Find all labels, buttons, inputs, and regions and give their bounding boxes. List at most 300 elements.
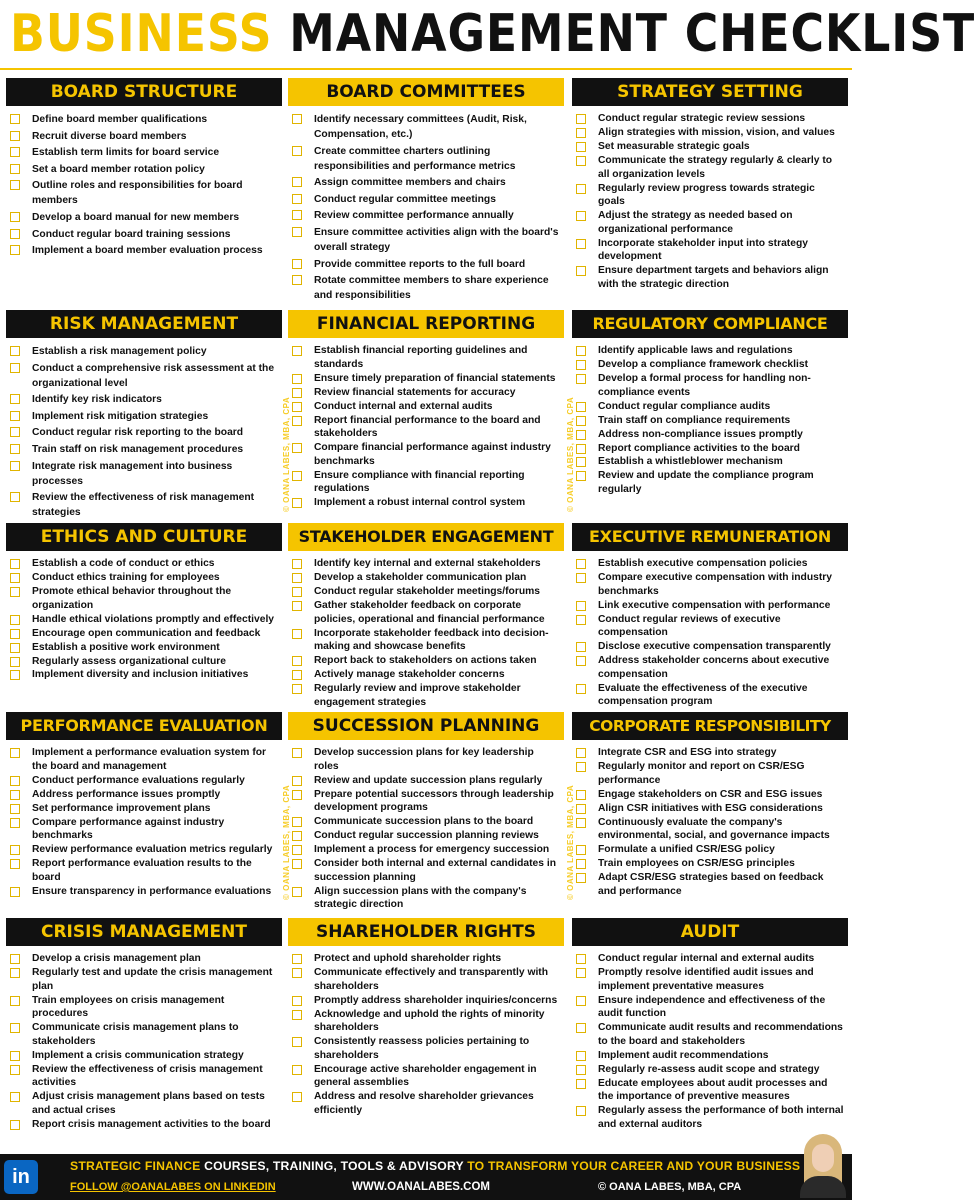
checkbox[interactable] — [10, 1092, 20, 1102]
checklist-item — [10, 1118, 278, 1132]
checkbox[interactable] — [292, 831, 302, 841]
checkbox[interactable] — [292, 416, 302, 426]
checklist-item — [10, 788, 278, 802]
checkbox[interactable] — [292, 968, 302, 978]
checkbox[interactable] — [576, 615, 586, 625]
checklist-item — [576, 1077, 844, 1104]
checklist-item — [10, 641, 278, 655]
checklist — [288, 551, 564, 709]
checklist-item-label: Conduct internal and external audits — [314, 400, 493, 412]
checklist-item-label: Communicate effectively and transparently with shareholders — [314, 966, 549, 992]
checklist — [6, 740, 282, 898]
checklist-item-label: Conduct regular compliance audits — [598, 400, 771, 412]
checklist-item-label: Align succession plans with the company's strategic direction — [314, 885, 527, 911]
title-part-1: BUSINESS — [10, 4, 273, 64]
checklist-item — [10, 627, 278, 641]
checklist-item — [576, 599, 844, 613]
checkbox[interactable] — [10, 818, 20, 828]
checklist-item — [292, 386, 560, 400]
checkbox[interactable] — [292, 346, 302, 356]
section-board-structure — [6, 78, 282, 260]
section-header: FINANCIAL REPORTING — [288, 310, 564, 338]
checklist-item-label: Adjust the strategy as needed based on organizational performance — [598, 210, 793, 235]
checkbox[interactable] — [10, 790, 20, 800]
checklist-item — [10, 655, 278, 669]
checklist-item-label: Establish a positive work environment — [32, 641, 220, 653]
checklist-item — [576, 788, 844, 802]
section-regulatory-compliance — [572, 310, 848, 497]
checkbox[interactable] — [576, 360, 586, 370]
checkbox[interactable] — [576, 1106, 586, 1116]
checklist-item-label: Develop a compliance framework checklist — [598, 358, 809, 370]
checkbox[interactable] — [292, 845, 302, 855]
checklist — [288, 338, 564, 510]
checkbox[interactable] — [10, 114, 20, 124]
checkbox[interactable] — [292, 374, 302, 384]
checklist-item — [292, 175, 560, 190]
checklist-item-label: Encourage open communication and feedback — [32, 627, 261, 639]
section-crisis-management — [6, 918, 282, 1132]
checkbox[interactable] — [10, 968, 20, 978]
website-link[interactable]: WWW.OANALABES.COM — [352, 1181, 490, 1193]
checkbox[interactable] — [576, 656, 586, 666]
checkbox[interactable] — [10, 887, 20, 897]
checklist-item-label: Communicate audit results and recommendations to the board and stakeholders — [598, 1022, 843, 1047]
checklist — [6, 946, 282, 1131]
checkbox[interactable] — [10, 615, 20, 625]
checklist-item — [576, 746, 844, 760]
checklist-item — [576, 414, 844, 428]
watermark: © OANA LABES, MBA, CPA — [566, 784, 575, 900]
checkbox[interactable] — [292, 996, 302, 1006]
checkbox[interactable] — [576, 559, 586, 569]
section-header: CORPORATE RESPONSIBILITY — [572, 712, 848, 740]
checkbox[interactable] — [292, 443, 302, 453]
checkbox[interactable] — [10, 670, 20, 680]
checklist-item-label: Communicate the strategy regularly & clearly to all organization levels — [598, 154, 833, 180]
checkbox[interactable] — [576, 1051, 586, 1061]
checkbox[interactable] — [576, 790, 586, 800]
checkbox[interactable] — [576, 968, 586, 978]
checkbox[interactable] — [10, 587, 20, 597]
checklist-item-label: Establish a whistleblower mechanism — [598, 456, 783, 468]
checkbox[interactable] — [292, 1092, 302, 1102]
checklist-item-label: Rotate committee members to share experience and responsibilities — [314, 275, 549, 302]
checkbox[interactable] — [10, 1023, 20, 1033]
checklist-item — [10, 459, 278, 489]
checkbox[interactable] — [576, 211, 586, 221]
section-board-committees — [288, 78, 564, 305]
footer-tagline — [70, 1159, 801, 1173]
checklist-item — [292, 952, 560, 966]
checklist-item — [292, 815, 560, 829]
checklist-item-label: Identify applicable laws and regulations — [598, 345, 793, 356]
checkbox[interactable] — [292, 629, 302, 639]
checkbox[interactable] — [576, 239, 586, 249]
checklist-item-label: Review committee performance annually — [314, 210, 514, 222]
checkbox[interactable] — [292, 748, 302, 758]
checklist-item — [292, 829, 560, 843]
checklist-item-label: Educate employees about audit processes and the importance of preventive measures — [598, 1077, 828, 1103]
checklist-item — [10, 344, 278, 359]
checkbox[interactable] — [292, 656, 302, 666]
checklist-item-label: Set performance improvement plans — [32, 802, 211, 814]
checkbox[interactable] — [292, 177, 302, 187]
section-header: CRISIS MANAGEMENT — [6, 918, 282, 946]
checklist-item — [292, 1063, 560, 1090]
checkbox[interactable] — [576, 142, 586, 152]
checklist-item — [292, 372, 560, 386]
checkbox[interactable] — [576, 873, 586, 883]
checklist-item — [10, 816, 278, 843]
checkbox[interactable] — [576, 762, 586, 772]
checklist-item — [10, 1090, 278, 1117]
checklist-item-label: Conduct performance evaluations regularly — [32, 774, 245, 786]
checklist-item — [292, 843, 560, 857]
checkbox[interactable] — [576, 818, 586, 828]
checklist — [288, 740, 564, 912]
checkbox[interactable] — [576, 444, 586, 454]
checkbox[interactable] — [10, 180, 20, 190]
checkbox[interactable] — [292, 559, 302, 569]
checkbox[interactable] — [576, 748, 586, 758]
checklist-item — [10, 843, 278, 857]
checkbox[interactable] — [576, 471, 586, 481]
checklist-item-label: Report compliance activities to the board — [598, 442, 800, 454]
checklist-item — [576, 237, 844, 264]
checklist-item — [292, 557, 560, 571]
checklist-item-label: Establish a risk management policy — [32, 346, 207, 357]
checklist-item — [292, 208, 560, 223]
checklist — [572, 106, 848, 291]
checklist-item — [576, 952, 844, 966]
section-corporate-responsibility — [572, 712, 848, 899]
checklist-item-label: Conduct regular committee meetings — [314, 193, 496, 205]
checkbox[interactable] — [292, 684, 302, 694]
checkbox[interactable] — [292, 402, 302, 412]
checklist-item-label: Report financial performance to the board and stakeholders — [314, 414, 541, 440]
checklist-item-label: Incorporate stakeholder input into strategy development — [598, 237, 808, 263]
checklist-item — [576, 1104, 844, 1131]
checklist-item — [10, 613, 278, 627]
checkbox[interactable] — [576, 601, 586, 611]
checkbox[interactable] — [292, 1037, 302, 1047]
checklist-item — [10, 571, 278, 585]
checklist-item — [10, 361, 278, 391]
checkbox[interactable] — [10, 1120, 20, 1130]
checkbox[interactable] — [576, 128, 586, 138]
checklist-item — [292, 441, 560, 468]
checklist-item-label: Develop a board manual for new members — [32, 211, 240, 223]
checkbox[interactable] — [10, 996, 20, 1006]
checkbox[interactable] — [10, 164, 20, 174]
checklist-item — [576, 154, 844, 181]
checkbox[interactable] — [292, 887, 302, 897]
checklist-item — [10, 857, 278, 884]
section-header: BOARD COMMITTEES — [288, 78, 564, 106]
checkbox[interactable] — [576, 156, 586, 166]
checklist-item-label: Promptly address shareholder inquiries/concerns — [314, 994, 558, 1006]
checkbox[interactable] — [292, 1065, 302, 1075]
checklist-item-label: Align CSR initiatives with ESG considerations — [598, 802, 823, 814]
checklist-item-label: Protect and uphold shareholder rights — [314, 953, 502, 964]
checkbox[interactable] — [292, 1010, 302, 1020]
checklist-item-label: Set a board member rotation policy — [32, 163, 205, 175]
checklist-item — [576, 816, 844, 843]
checkbox[interactable] — [576, 642, 586, 652]
checkbox[interactable] — [576, 430, 586, 440]
checklist-item-label: Continuously evaluate the company's environmental, social, and governance impacts — [598, 816, 830, 842]
checklist-item — [576, 112, 844, 126]
checkbox[interactable] — [576, 184, 586, 194]
checkbox[interactable] — [576, 804, 586, 814]
checkbox[interactable] — [292, 194, 302, 204]
checklist-item-label: Integrate CSR and ESG into strategy — [598, 747, 777, 758]
checklist-item — [292, 144, 560, 174]
checklist-item — [576, 802, 844, 816]
checklist-item — [576, 613, 844, 640]
checklist-item-label: Provide committee reports to the full board — [314, 258, 526, 270]
checkbox[interactable] — [292, 471, 302, 481]
checkbox[interactable] — [10, 147, 20, 157]
checkbox[interactable] — [576, 1079, 586, 1089]
checklist-item-label: Address performance issues promptly — [32, 788, 221, 800]
checkbox[interactable] — [10, 859, 20, 869]
checklist-item-label: Develop a crisis management plan — [32, 953, 201, 964]
checklist-item-label: Implement a performance evaluation system for the board and management — [32, 747, 267, 772]
checklist-item-label: Promptly resolve identified audit issues and implement preventative measures — [598, 966, 814, 992]
checklist-item-label: Assign committee members and chairs — [314, 177, 506, 189]
checkbox[interactable] — [292, 670, 302, 680]
section-risk-management — [6, 310, 282, 522]
checkbox[interactable] — [292, 498, 302, 508]
checklist-item-label: Conduct regular risk reporting to the board — [32, 427, 244, 439]
checklist-item-label: Link executive compensation with performance — [598, 599, 831, 611]
checklist-item — [10, 802, 278, 816]
checkbox[interactable] — [10, 804, 20, 814]
checklist-item — [10, 227, 278, 242]
checklist-item-label: Ensure committee activities align with the board's overall strategy — [314, 226, 559, 253]
checkbox[interactable] — [10, 776, 20, 786]
follow-linkedin-link[interactable]: FOLLOW @OANALABES ON LINKEDIN — [70, 1181, 276, 1193]
checklist-item-label: Train staff on compliance requirements — [598, 414, 791, 426]
checkbox[interactable] — [292, 817, 302, 827]
checklist-item — [576, 372, 844, 399]
checklist-item-label: Engage stakeholders on CSR and ESG issues — [598, 788, 823, 800]
section-performance-evaluation — [6, 712, 282, 899]
checklist-item-label: Prepare potential successors through leadership development programs — [314, 788, 554, 814]
checklist-item — [292, 654, 560, 668]
checklist — [6, 551, 282, 682]
checklist-item-label: Report back to stakeholders on actions taken — [314, 655, 537, 667]
checklist-item-label: Establish financial reporting guidelines and standards — [314, 345, 528, 370]
checkbox[interactable] — [576, 416, 586, 426]
checkbox[interactable] — [10, 427, 20, 437]
checkbox[interactable] — [10, 657, 20, 667]
checklist-item — [10, 952, 278, 966]
section-header: STRATEGY SETTING — [572, 78, 848, 106]
checklist-item-label: Conduct regular internal and external audits — [598, 953, 815, 964]
checkbox[interactable] — [576, 684, 586, 694]
checkbox[interactable] — [576, 346, 586, 356]
checklist-item-label: Implement a process for emergency succession — [314, 844, 550, 856]
checkbox[interactable] — [292, 776, 302, 786]
checkbox[interactable] — [10, 643, 20, 653]
checklist-item-label: Communicate succession plans to the board — [314, 816, 534, 828]
section-strategy-setting — [572, 78, 848, 292]
checklist-item-label: Review performance evaluation metrics regularly — [32, 844, 273, 856]
checklist-item-label: Address and resolve shareholder grievances efficiently — [314, 1091, 534, 1116]
checkbox[interactable] — [576, 457, 586, 467]
checkbox[interactable] — [10, 229, 20, 239]
checkbox[interactable] — [10, 245, 20, 255]
checklist-item-label: Implement a crisis communication strategy — [32, 1049, 244, 1061]
checkbox[interactable] — [576, 573, 586, 583]
checkbox[interactable] — [292, 587, 302, 597]
checkbox[interactable] — [576, 996, 586, 1006]
checkbox[interactable] — [576, 954, 586, 964]
checkbox[interactable] — [292, 790, 302, 800]
checklist-item — [10, 994, 278, 1021]
checkbox[interactable] — [292, 859, 302, 869]
checkbox[interactable] — [10, 845, 20, 855]
checklist — [6, 106, 282, 258]
checkbox[interactable] — [576, 374, 586, 384]
checklist-item — [292, 966, 560, 993]
checkbox[interactable] — [576, 1065, 586, 1075]
checklist-item-label: Compare performance against industry benchmarks — [32, 816, 225, 842]
checkbox[interactable] — [292, 146, 302, 156]
checkbox[interactable] — [10, 363, 20, 373]
checkbox[interactable] — [10, 346, 20, 356]
checklist-item — [292, 496, 560, 510]
checklist-item — [292, 273, 560, 303]
checkbox[interactable] — [10, 559, 20, 569]
checkbox[interactable] — [576, 859, 586, 869]
checklist-item-label: Communicate crisis management plans to stakeholders — [32, 1022, 239, 1047]
checklist-item-label: Review and update succession plans regularly — [314, 774, 543, 786]
checklist-item — [576, 760, 844, 787]
checkbox[interactable] — [292, 227, 302, 237]
checklist-item-label: Review and update the compliance program regularly — [598, 470, 814, 496]
checkbox[interactable] — [10, 444, 20, 454]
checklist-item — [10, 409, 278, 424]
checkbox[interactable] — [10, 411, 20, 421]
checklist-item-label: Train staff on risk management procedures — [32, 443, 244, 455]
checklist-item — [576, 966, 844, 993]
checklist-item-label: Ensure transparency in performance evaluations — [32, 885, 272, 897]
section-shareholder-rights — [288, 918, 564, 1118]
checklist-item-label: Ensure timely preparation of financial statements — [314, 372, 556, 384]
checkbox[interactable] — [292, 573, 302, 583]
checklist-item — [292, 857, 560, 884]
checklist-item-label: Implement risk mitigation strategies — [32, 410, 209, 422]
checkbox[interactable] — [576, 114, 586, 124]
checkbox[interactable] — [292, 259, 302, 269]
watermark: © OANA LABES, MBA, CPA — [282, 784, 291, 900]
checklist-item-label: Ensure independence and effectiveness of the audit function — [598, 994, 826, 1020]
checkbox[interactable] — [292, 601, 302, 611]
checklist — [572, 946, 848, 1131]
checklist-item — [576, 358, 844, 372]
footer — [0, 1154, 852, 1200]
checkbox[interactable] — [10, 394, 20, 404]
checklist-item — [292, 788, 560, 815]
checklist-item — [10, 129, 278, 144]
checklist — [572, 740, 848, 898]
checklist-item-label: Establish a code of conduct or ethics — [32, 558, 215, 569]
checkbox[interactable] — [10, 1065, 20, 1075]
checklist-item — [10, 1021, 278, 1048]
checkbox[interactable] — [10, 748, 20, 758]
checklist-item — [292, 1035, 560, 1062]
checklist-item — [292, 400, 560, 414]
checklist-item-label: Review financial statements for accuracy — [314, 386, 516, 398]
checklist-item-label: Conduct regular board training sessions — [32, 228, 231, 240]
checkbox[interactable] — [10, 212, 20, 222]
checkbox[interactable] — [10, 492, 20, 502]
checkbox[interactable] — [292, 210, 302, 220]
section-header: REGULATORY COMPLIANCE — [572, 310, 848, 338]
checklist-item-label: Regularly test and update the crisis management plan — [32, 966, 273, 992]
checklist-item-label: Consistently reassess policies pertaining to shareholders — [314, 1036, 530, 1061]
checkbox[interactable] — [10, 131, 20, 141]
checkbox[interactable] — [292, 954, 302, 964]
checkbox[interactable] — [10, 461, 20, 471]
checklist-item-label: Formulate a unified CSR/ESG policy — [598, 844, 775, 856]
author-avatar — [800, 1132, 846, 1196]
checkbox[interactable] — [576, 1023, 586, 1033]
checkbox[interactable] — [10, 1051, 20, 1061]
checkbox[interactable] — [10, 573, 20, 583]
checkbox[interactable] — [576, 402, 586, 412]
checkbox[interactable] — [576, 845, 586, 855]
linkedin-icon[interactable]: in — [4, 1160, 38, 1194]
checkbox[interactable] — [292, 275, 302, 285]
checklist-item-label: Train employees on crisis management procedures — [32, 994, 225, 1020]
checklist-item — [292, 599, 560, 626]
checklist-item — [292, 1090, 560, 1117]
checklist-item — [10, 885, 278, 899]
checklist-item-label: Train employees on CSR/ESG principles — [598, 858, 795, 870]
checklist-item-label: Regularly re-assess audit scope and strategy — [598, 1063, 820, 1075]
section-audit — [572, 918, 848, 1132]
checklist-item — [10, 557, 278, 571]
checklist-item-label: Regularly review progress towards strategic goals — [598, 182, 815, 208]
checklist — [6, 338, 282, 520]
title-bar — [0, 0, 975, 68]
checkbox[interactable] — [576, 266, 586, 276]
checklist-item — [576, 682, 844, 709]
checklist-item-label: Regularly review and improve stakeholder engagement strategies — [314, 683, 521, 708]
watermark: © OANA LABES, MBA, CPA — [282, 396, 291, 512]
checklist-item-label: Regularly assess organizational culture — [32, 655, 226, 667]
checklist-item — [292, 994, 560, 1008]
checklist-item-label: Gather stakeholder feedback on corporate policies, operational and financial performance — [314, 599, 545, 625]
tagline-part-1: STRATEGIC FINANCE — [70, 1159, 201, 1173]
checklist-item — [10, 668, 278, 682]
checklist-item-label: Establish term limits for board service — [32, 147, 220, 159]
checklist-item — [10, 145, 278, 160]
checklist-item-label: Regularly monitor and report on CSR/ESG performance — [598, 760, 805, 786]
title-part-2: MANAGEMENT CHECKLIST — [289, 4, 975, 64]
checkbox[interactable] — [292, 388, 302, 398]
checkbox[interactable] — [10, 954, 20, 964]
checkbox[interactable] — [10, 629, 20, 639]
checklist-item — [10, 1063, 278, 1090]
checkbox[interactable] — [292, 114, 302, 124]
checklist-item-label: Implement a robust internal control system — [314, 497, 526, 509]
